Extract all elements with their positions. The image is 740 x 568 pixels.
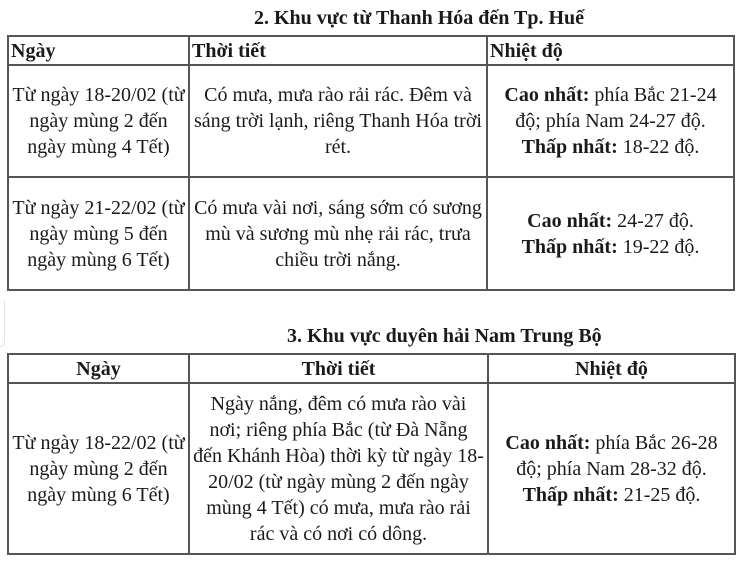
weather-cell: Có mưa vài nơi, sáng sớm có sương mù và sương mù nhẹ rải rác, trưa chiều trời nắng.	[189, 177, 487, 290]
temp-high-value: 24-27 độ.	[612, 209, 694, 232]
temp-low-value: 21-25 độ.	[618, 483, 701, 506]
temp-low-label: Thấp nhất:	[521, 136, 618, 158]
date-cell: Từ ngày 21-22/02 (từ ngày mùng 5 đến ngày mùng 6 Tết)	[8, 177, 189, 290]
section-title-nam-trung-bo: 3. Khu vực duyên hải Nam Trung Bộ	[287, 325, 602, 347]
forecast-table-thanh-hoa-hue	[7, 35, 735, 291]
temp-high-label: Cao nhất:	[505, 431, 591, 454]
weather-cell: Ngày nắng, đêm có mưa rào vài nơi; riêng phía Bắc (từ Đà Nẵng đến Khánh Hòa) thời kỳ từ ngày 18-20/02 (từ ngày mùng 2 đến ngày mùng 4 Tết) có mưa, mưa rào rải rác và có nơi có dông.	[189, 383, 488, 554]
temp-low-label: Thấp nhất:	[522, 483, 619, 506]
header-temperature: Nhiệt độ	[488, 354, 735, 383]
table-row	[8, 383, 735, 554]
temp-high-label: Cao nhất:	[504, 84, 590, 106]
header-date: Ngày	[8, 36, 189, 65]
header-weather: Thời tiết	[189, 354, 488, 383]
temp-low-value: 19-22 độ.	[617, 235, 700, 258]
date-cell: Từ ngày 18-20/02 (từ ngày mùng 2 đến ngày mùng 4 Tết)	[8, 65, 189, 177]
header-weather: Thời tiết	[189, 36, 487, 65]
temperature-cell	[487, 65, 734, 177]
header-date: Ngày	[8, 354, 189, 383]
weather-cell: Có mưa, mưa rào rải rác. Đêm và sáng trời lạnh, riêng Thanh Hóa trời rét.	[189, 65, 487, 177]
date-cell: Từ ngày 18-22/02 (từ ngày mùng 2 đến ngày mùng 6 Tết)	[8, 383, 189, 554]
table-header-row	[8, 36, 734, 65]
page-edge-artifact	[0, 300, 5, 347]
temp-high-value: phía Bắc 21-24 độ; phía Nam 24-27 độ.	[515, 84, 717, 132]
forecast-table-nam-trung-bo	[7, 353, 736, 555]
table-row	[8, 65, 734, 177]
temp-low-label: Thấp nhất:	[521, 235, 618, 258]
header-temperature: Nhiệt độ	[487, 36, 734, 65]
temp-high-label: Cao nhất:	[527, 209, 613, 232]
temp-low-value: 18-22 độ.	[617, 136, 700, 158]
temperature-cell	[488, 383, 735, 554]
table-header-row	[8, 354, 735, 383]
table-row	[8, 177, 734, 290]
section-title-thanh-hoa-hue: 2. Khu vực từ Thanh Hóa đến Tp. Huế	[254, 7, 585, 29]
temperature-cell	[487, 177, 734, 290]
temp-high-value: phía Bắc 26-28 độ; phía Nam 28-32 độ.	[516, 431, 718, 480]
